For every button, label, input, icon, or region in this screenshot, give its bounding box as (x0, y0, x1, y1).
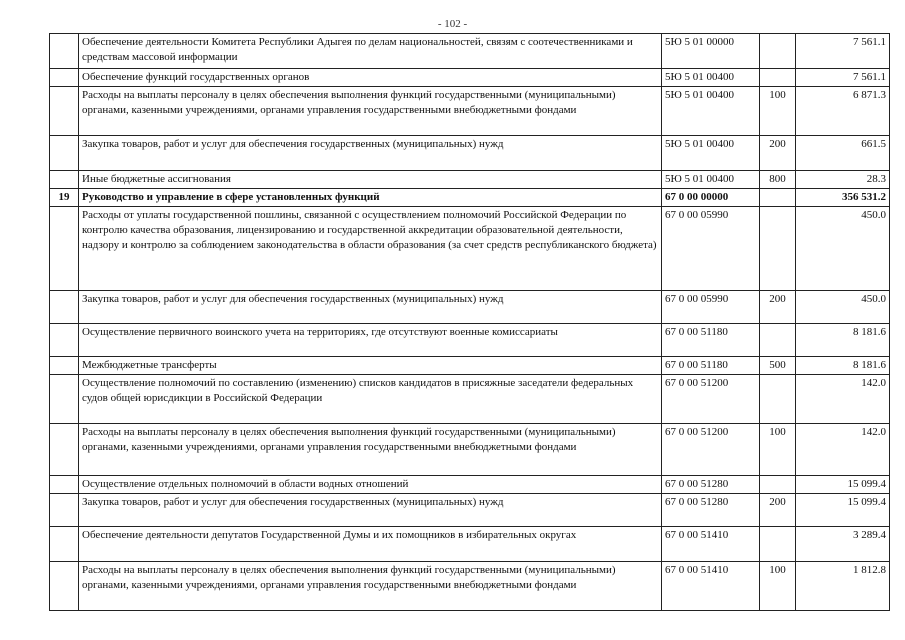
row-number (50, 562, 79, 611)
budget-code: 5Ю 5 01 00000 (662, 34, 760, 69)
table-row (50, 87, 890, 136)
amount: 15 099.4 (796, 494, 890, 527)
budget-code: 5Ю 5 01 00400 (662, 136, 760, 171)
amount: 142.0 (796, 424, 890, 476)
row-number (50, 34, 79, 69)
budget-code: 67 0 00 51180 (662, 357, 760, 375)
item-name: Осуществление полномочий по составлению (изменению) списков кандидатов в присяжные заседатели федеральных судов общей юрисдикции в Российской Федерации (79, 375, 662, 424)
item-name: Осуществление отдельных полномочий в области водных отношений (79, 476, 662, 494)
amount: 450.0 (796, 207, 890, 291)
item-name: Закупка товаров, работ и услуг для обеспечения государственных (муниципальных) нужд (79, 136, 662, 171)
amount: 661.5 (796, 136, 890, 171)
budget-code: 67 0 00 51180 (662, 324, 760, 357)
budget-code: 5Ю 5 01 00400 (662, 87, 760, 136)
table-row (50, 291, 890, 324)
item-name: Иные бюджетные ассигнования (79, 171, 662, 189)
row-number (50, 476, 79, 494)
budget-code: 67 0 00 51280 (662, 476, 760, 494)
item-name: Расходы на выплаты персоналу в целях обеспечения выполнения функций государственными (муниципальными) органами, казенными учреждениями, органами управления государственными внебюджетными фондами (79, 562, 662, 611)
table-row (50, 527, 890, 562)
budget-table-body (50, 34, 890, 611)
table-row (50, 207, 890, 291)
item-name: Расходы на выплаты персоналу в целях обеспечения выполнения функций государственными (муниципальными) органами, казенными учреждениями, органами управления государственными внебюджетными фондами (79, 424, 662, 476)
expense-type (760, 527, 796, 562)
table-row (50, 375, 890, 424)
item-name: Осуществление первичного воинского учета на территориях, где отсутствуют военные комиссариаты (79, 324, 662, 357)
expense-type: 500 (760, 357, 796, 375)
amount: 15 099.4 (796, 476, 890, 494)
item-name: Обеспечение функций государственных органов (79, 69, 662, 87)
budget-code: 67 0 00 51200 (662, 375, 760, 424)
table-row (50, 476, 890, 494)
budget-code: 67 0 00 05990 (662, 207, 760, 291)
item-name: Закупка товаров, работ и услуг для обеспечения государственных (муниципальных) нужд (79, 291, 662, 324)
amount: 142.0 (796, 375, 890, 424)
item-name: Расходы на выплаты персоналу в целях обеспечения выполнения функций государственными (муниципальными) органами, казенными учреждениями, органами управления государственными внебюджетными фондами (79, 87, 662, 136)
row-number (50, 324, 79, 357)
table-row (50, 562, 890, 611)
budget-code: 67 0 00 51280 (662, 494, 760, 527)
item-name: Межбюджетные трансферты (79, 357, 662, 375)
expense-type (760, 34, 796, 69)
row-number (50, 69, 79, 87)
expense-type: 800 (760, 171, 796, 189)
table-row-section (50, 189, 890, 207)
amount: 3 289.4 (796, 527, 890, 562)
expense-type: 200 (760, 291, 796, 324)
expense-type: 200 (760, 136, 796, 171)
amount: 1 812.8 (796, 562, 890, 611)
item-name: Обеспечение деятельности депутатов Государственной Думы и их помощников в избирательных округах (79, 527, 662, 562)
expense-type: 100 (760, 562, 796, 611)
table-row (50, 324, 890, 357)
expense-type: 200 (760, 494, 796, 527)
budget-code: 67 0 00 51200 (662, 424, 760, 476)
row-number (50, 375, 79, 424)
table-row (50, 357, 890, 375)
item-name: Обеспечение деятельности Комитета Республики Адыгея по делам национальностей, связям с соотечественниками и средствам массовой информации (79, 34, 662, 69)
row-number (50, 291, 79, 324)
budget-code: 67 0 00 05990 (662, 291, 760, 324)
row-number (50, 527, 79, 562)
amount: 7 561.1 (796, 34, 890, 69)
amount: 450.0 (796, 291, 890, 324)
amount: 8 181.6 (796, 357, 890, 375)
expense-type (760, 324, 796, 357)
expense-type: 100 (760, 87, 796, 136)
row-number (50, 357, 79, 375)
expense-type (760, 476, 796, 494)
table-row (50, 136, 890, 171)
budget-table (49, 33, 890, 611)
budget-code: 5Ю 5 01 00400 (662, 171, 760, 189)
row-number (50, 494, 79, 527)
row-number (50, 136, 79, 171)
item-name: Расходы от уплаты государственной пошлины, связанной с осуществлением полномочий Российской Федерации по контролю качества образования, лицензированию и государственной аккредитации образовательной деятельности, надзору и контролю за соблюдением законодательства в области образования (за счет средств республиканского бюджета) (79, 207, 662, 291)
page-number: - 102 - (437, 18, 468, 30)
item-name: Закупка товаров, работ и услуг для обеспечения государственных (муниципальных) нужд (79, 494, 662, 527)
amount: 356 531.2 (796, 189, 890, 207)
budget-code: 67 0 00 00000 (662, 189, 760, 207)
row-number (50, 207, 79, 291)
table-row (50, 424, 890, 476)
table-row (50, 34, 890, 69)
table-row (50, 69, 890, 87)
budget-code: 67 0 00 51410 (662, 562, 760, 611)
budget-code: 5Ю 5 01 00400 (662, 69, 760, 87)
expense-type: 100 (760, 424, 796, 476)
row-number (50, 171, 79, 189)
item-name: Руководство и управление в сфере установленных функций (79, 189, 662, 207)
table-row (50, 171, 890, 189)
amount: 8 181.6 (796, 324, 890, 357)
budget-code: 67 0 00 51410 (662, 527, 760, 562)
row-number (50, 87, 79, 136)
expense-type (760, 375, 796, 424)
amount: 6 871.3 (796, 87, 890, 136)
expense-type (760, 189, 796, 207)
amount: 7 561.1 (796, 69, 890, 87)
row-number: 19 (50, 189, 79, 207)
row-number (50, 424, 79, 476)
table-row (50, 494, 890, 527)
expense-type (760, 207, 796, 291)
expense-type (760, 69, 796, 87)
amount: 28.3 (796, 171, 890, 189)
